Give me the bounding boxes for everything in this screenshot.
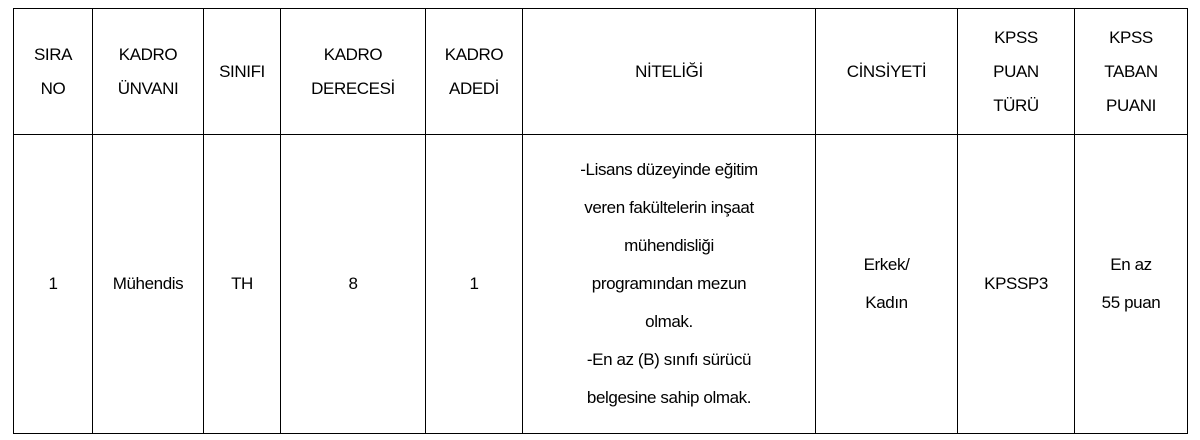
- header-kadro-derecesi-line2: DERECESİ: [311, 78, 395, 98]
- header-kpss-taban-puani: [1075, 9, 1188, 135]
- cinsiyet-line2: Kadın: [865, 293, 908, 312]
- cell-kpss-puan-turu: KPSSP3: [958, 135, 1075, 434]
- nitelik-line: -En az (B) sınıfı sürücü: [586, 350, 752, 369]
- cell-sinifi: TH: [204, 135, 281, 434]
- nitelik-line: -Lisans düzeyinde eğitim: [580, 160, 758, 179]
- nitelik-line: belgesine sahip olmak.: [586, 388, 752, 407]
- header-sinifi: [204, 9, 281, 135]
- header-kpss-taban-puani-line2: TABAN: [1104, 61, 1158, 81]
- taban-puan-line1: En az: [1110, 255, 1152, 274]
- header-kadro-unvani: [93, 9, 204, 135]
- header-niteligi-line1: NİTELİĞİ: [635, 61, 703, 81]
- header-kpss-puan-turu-line3: TÜRÜ: [993, 95, 1039, 115]
- cell-niteligi: [523, 135, 816, 434]
- header-kpss-taban-puani-line1: KPSS: [1109, 27, 1153, 47]
- header-kadro-derecesi-line1: KADRO: [323, 44, 383, 64]
- cinsiyet-line1: Erkek/: [863, 255, 910, 274]
- cell-kadro-unvani: Mühendis: [93, 135, 204, 434]
- header-kadro-adedi-line2: ADEDİ: [449, 78, 499, 98]
- header-cinsiyeti: [816, 9, 958, 135]
- nitelik-line: mühendisliği: [624, 236, 714, 255]
- cell-cinsiyeti: [816, 135, 958, 434]
- header-sira-no: [14, 9, 93, 135]
- cell-kadro-derecesi: 8: [281, 135, 426, 434]
- cell-kadro-adedi: 1: [426, 135, 523, 434]
- nitelik-line: olmak.: [645, 312, 693, 331]
- header-row: [14, 9, 1188, 135]
- kadro-table: [13, 8, 1188, 434]
- nitelik-line: veren fakültelerin inşaat: [584, 198, 754, 217]
- table-row: [14, 135, 1188, 434]
- header-kadro-unvani-line1: KADRO: [118, 44, 178, 64]
- header-kpss-taban-puani-line3: PUANI: [1106, 95, 1156, 115]
- header-kadro-derecesi: [281, 9, 426, 135]
- header-sinifi-line1: SINIFI: [219, 61, 265, 81]
- header-cinsiyeti-line1: CİNSİYETİ: [846, 61, 927, 81]
- header-kpss-puan-turu-line2: PUAN: [993, 61, 1039, 81]
- header-kadro-adedi-line1: KADRO: [444, 44, 504, 64]
- header-kpss-puan-turu-line1: KPSS: [994, 27, 1038, 47]
- header-sira-no-line1: SIRA: [33, 44, 73, 64]
- header-niteligi: [523, 9, 816, 135]
- cell-sira-no: 1: [14, 135, 93, 434]
- header-sira-no-line2: NO: [40, 78, 66, 98]
- cell-kpss-taban-puani: [1075, 135, 1188, 434]
- header-kadro-unvani-line2: ÜNVANI: [117, 78, 179, 98]
- taban-puan-line2: 55 puan: [1101, 293, 1161, 312]
- nitelik-line: programından mezun: [591, 274, 747, 293]
- header-kpss-puan-turu: [958, 9, 1075, 135]
- header-kadro-adedi: [426, 9, 523, 135]
